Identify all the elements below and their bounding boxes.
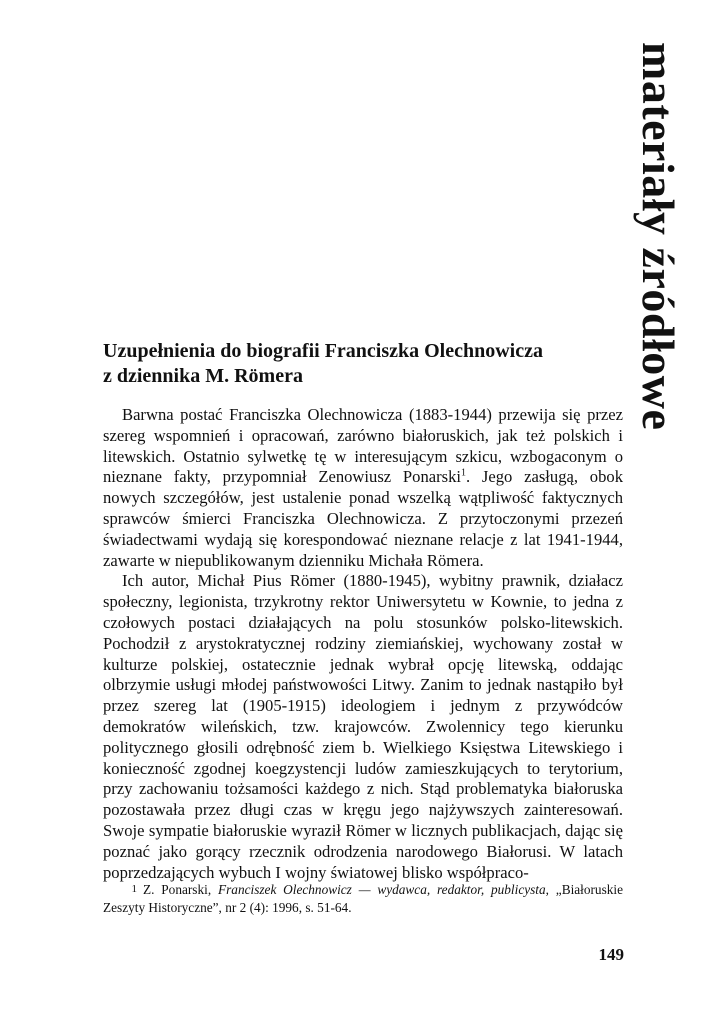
article-title-line-2: z dziennika M. Römera — [103, 365, 303, 387]
footnote-suffix: , „Białoruskie Zeszyty Historyczne”, nr 2 (4): 1996, s. 51-64. — [103, 882, 624, 915]
paragraph-2: Ich autor, Michał Pius Römer (1880-1945), wybitny prawnik, działacz społeczny, legionista, trzykrotny rektor Uniwersytetu w Kownie, to jedna z czołowych postaci działających na polu stosunków polsko-litewskich. Pochodził z arystokratycznej rodziny ziemiańskiej, wychowany został w kulturze polskiej, ostatecznie jednak wybrał opcję litewską, oddając olbrzymie usługi młodej państwowości Litwy. Zanim to jednak nastąpiło był przez szereg lat (1905-1915) ideologiem i jednym z przywódców demokratów wileńskich, tzw. krajowców. Zwolennicy tego kierunku politycznego głosili odrębność ziem b. Wielkiego Księstwa Litewskiego i konieczność zgodnej koegzystencji ludów zamieszkujących to terytorium, przy zachowaniu tożsamości każdego z nich. Stąd problematyka białoruska pozostawała przez długi czas w kręgu jego najżywszych zainteresowań. Swoje sympatie białoruskie wyraził Römer w licznych publikacjach, dając się poznać jako gorący rzecznik odrodzenia narodowego Białorusi. W latach poprzedzających wybuch I wojny światowej blisko współpraco- — [103, 571, 623, 882]
footnote — [103, 880, 623, 917]
paragraph-1-text-a: Barwna postać Franciszka Olechnowicza (1883-1944) przewija się przez szereg wspomnień i opracowań, zarówno białoruskich, jak też polskich i litewskich. Ostatnio sylwetkę tę w interesującym szkicu, wzbogaconym o nieznane fakty, przypomniał Zenowiusz Ponarski — [103, 405, 623, 487]
footnote-cited-title: Franciszek Olechnowicz — wydawca, redaktor, publicysta — [218, 882, 546, 897]
paragraph-1 — [103, 405, 623, 571]
paragraph-1-text-b: . Jego zasługą, obok nowych szczegółów, jest ustalenie ponad wszelką wątpliwość faktycznych sprawców śmierci Franciszka Olechnowicza. Z przytoczonymi przezeń świadectwami wydają się korespondować nieznane relacje z lat 1941-1944, zawarte w niepublikowanym dzienniku Michała Römera. — [103, 467, 623, 570]
article-title-line-1: Uzupełnienia do biografii Franciszka Olechnowicza — [103, 340, 543, 362]
page-number: 149 — [598, 945, 624, 964]
article-body — [103, 405, 623, 883]
section-label: materiały źródłowe — [633, 42, 684, 431]
footnote-reference: 1 — [461, 467, 466, 479]
article-title — [103, 339, 623, 389]
footnote-number: 1 — [131, 883, 137, 895]
footnote-prefix: Z. Ponarski, — [143, 882, 212, 897]
